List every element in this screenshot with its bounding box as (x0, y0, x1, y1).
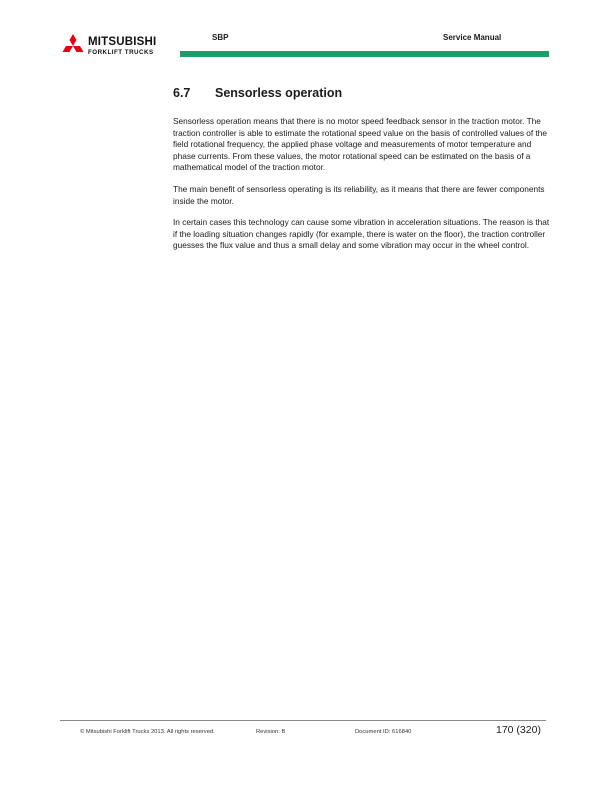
three-diamonds-icon (60, 33, 86, 59)
section-heading (173, 86, 342, 100)
mitsubishi-logo (60, 33, 190, 61)
paragraph: Sensorless operation means that there is no motor speed feedback sensor in the traction motor. The traction controller is able to estimate the rotational speed value on the basis of controlled values of the field rotational frequency, the applied phase voltage and measurements of motor temperature and phase currents. From these values, the motor rotational speed can be estimated on the basis of a mathematical model of the traction motor. (173, 116, 548, 173)
header-accent-bar (180, 51, 549, 57)
footer-page-number: 170 (320) (496, 724, 541, 736)
header-doc-type: Service Manual (443, 33, 502, 42)
paragraph: In certain cases this technology can cause some vibration in acceleration situations. The reason is that if the loading situation changes rapidly (for example, there is water on the floor), the traction controller guesses the flux value and thus a small delay and some vibration may occur in the wheel control. (173, 217, 550, 251)
paragraph: The main benefit of sensorless operating is its reliability, as it means that there are fewer components inside the motor. (173, 183, 545, 206)
brand-name: MITSUBISHI (88, 36, 157, 48)
brand-subtitle: FORKLIFT TRUCKS (88, 49, 154, 56)
footer-copyright: © Mitsubishi Forklift Trucks 2013. All rights reserved. (80, 729, 215, 735)
section-number: 6.7 (173, 86, 191, 100)
section-body (173, 116, 553, 262)
section-title: Sensorless operation (215, 86, 343, 100)
header-doc-code: SBP (212, 33, 229, 42)
footer-revision: Revision: B (256, 729, 286, 735)
footer-divider (60, 720, 546, 721)
footer-document-id: Document ID: 616840 (355, 729, 412, 735)
